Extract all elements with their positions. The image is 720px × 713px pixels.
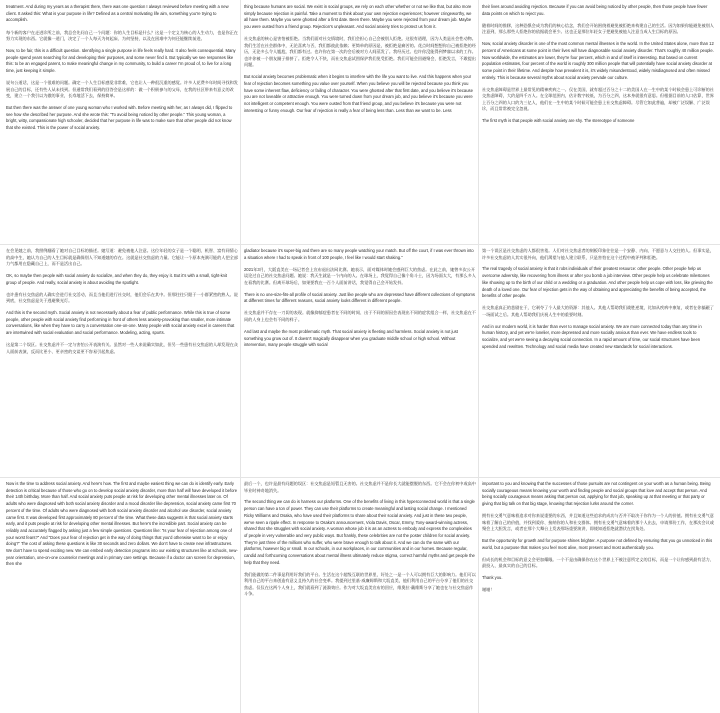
chinese-paragraph: 但成长的机会和目标的意义会更加耀眼。一个不是由确保你在这个世界上不被注意所定义的目标，而是一个让你感到最有活力、最投入、最真实的自己的目标。 <box>482 556 714 569</box>
english-paragraph: But social anxiety becomes problematic when it begins to interfere with the life you want to live. And this happens when your fear of rejection becomes something you value over yourself. When you believe you will be rejected because you think you have some inherent flaw, deficiency or failing of character. You were ghosted after that first date, and you believe it's because you are not loveable or attractive enough. You were turned down from your dream job, and you believe it's because you were not intelligent or competent enough. You were ousted from that friend group, and you believe it's because you were not interesting or funny enough. Our fear of rejection is really a fear of being less than. Less than we want to be. Less <box>244 74 473 113</box>
english-paragraph: But the opportunity for growth and for purpose shines brighter. A purpose not defined by ensuring that you go unnoticed in this world, but a purpose that makes you feel most alive, most present and most authentically you. <box>482 538 713 550</box>
text-panel <box>6 4 238 242</box>
english-paragraph: The real tragedy of social anxiety is that it robs individuals of their greatest resource: other people. Other people help us overcome adversity, like recovering from illness or after you bomb a job interview. Other people help us celebrate milestones like showing up to the birth of our child or a wedding or a graduation. And other people help us cope with loss, like grieving the death of a loved one. Our fear of rejection gets in the way of obtaining and appreciating the benefits of being accepted, the benefits of other people. <box>482 266 713 299</box>
chinese-paragraph: 说句公道话，这是一个很难的问题。确定一个人生目标感觉非常难，它也让人一种很沉重的感觉。许多人花费多年时间寻找和发展自己的目标，还有些人从未找到。但通常我们看到的回答会是这样的：做一个积极参与的父母，在我的社区带来有意义的改变，建立一个我引以为傲的事业，长寿地活下去，保持简单。 <box>6 80 238 99</box>
text-panel <box>244 481 476 713</box>
english-paragraph: And this is the second myth. Social anxiety is not necessarily about a fear of public performance. While this is true of some people, other people with social anxiety find performing in front of others less anxiety-provoking than smaller, more intimate conversations, like when they have to carry a conversation one-on-one. Many people with social anxiety excel in careers that are intertwined with social evaluation and social performance. Modeling, acting, sports. <box>6 310 235 336</box>
text-panel <box>482 481 714 713</box>
english-paragraph: important to you and knowing that the successes of those pursuits are not contingent on your worth as a human being. Being socially courageous means knowing your worth and finding people and social groups that love and accept that person. And being socially courageous means asking that person out, applying for that job, speaking up at that meeting or that party or giving that big talk on that big stage, knowing that rejection lurks around the corner. <box>482 481 711 507</box>
chinese-paragraph: 社交焦虑的核心是害怕被拒绝。当我们面对社交情境时，我们会担心自己会被别人拒绝。这很有道理，因为人类是社会性动物。我们生活在社会群体中，无论喜欢与否，我们都彼此依赖；更简单的原因是，被拒绝是痛苦的。花点时间想想你自己被拒绝的经历，无论多么令人尴尬，我们都有过。也许你在第一次约会后被对方人间蒸发了。我经历过。也许你没能得到梦寐以求的工作。也许你被一个朋友圈子排挤了。拒绝令人不快，而社交焦虑试图保护我们免受拒绝。我们可能会回避聚会，拒绝发言，不敢提出问题。 <box>244 36 476 68</box>
text-panel <box>6 248 238 477</box>
english-paragraph: The second thing we can do is harness our platforms. One of the benefits of living in this hyperconnected world is that a single person can have a ton of power. They can use their platforms to create meaningful and lasting social change. I mentioned Ricky Williams and Osaka, who have used their platforms to share about their social anxiety. And just in these two people, we've seen a ripple effect. In response to Osaka's announcement, Viola Davis, Oscar, Emmy, Tony-award-winning actress, shared that she struggles with social anxiety. A woman whose job it is as an actress to embody and express the complexities of people in very vulnerable and very public ways. But frankly, these celebrities are not the poster children for social anxiety. They're just three of the millions who suffer, who were brave enough to talk about it. And we can do the same with our platforms, however big or small. In our schools, in our workplaces, in our communities and in our homes. Because regular, candid and forthcoming conversations about mental illness ultimately reduce stigma, correct harmful myths and get people the help that they need. <box>244 499 475 565</box>
text-panel <box>482 4 714 242</box>
column-divider <box>240 0 241 713</box>
chinese-paragraph: 社交焦虑障碍是世界上最常见的精神疾病之一。仅在美国，就有超过百分之十二的美国人在一生中的某个时候会患上可诊断的社交焦虑障碍，大约是四千万人。在全球范围内，估计数字较低，为百分之四，这本身就很有意思。但根据目前的人口估算，世界上百分之四的人口约为三亿人，他们在一生中的某个时候可能会患上社交焦虑障碍。尽管它如此普遍，却被广泛误解、广泛误诊，而且常常被完全忽视。 <box>482 86 714 112</box>
chinese-paragraph: 社交焦虑真正的悲剧在于，它剥夺了个人最大的资源：其他人。其他人帮助我们战胜逆境，比如从疾病中康复，或者在你搞砸了一场面试之后。其他人帮助我们庆祝人生中的重要时刻。 <box>482 305 714 317</box>
english-paragraph: And in our modern world, it is harder than ever to manage social anxiety. We are more connected today than any time in human history, and yet we're lonelier, more depressed and more socially anxious than ever. We have endless tools to socialize, and yet we're seeing a decaying social connection. In a rapid amount of time, our social structures have been upended and rewritten. Technology and social media have created new standards for social interactions. <box>482 323 702 349</box>
english-paragraph: Now is the time to address social anxiety. And here's how. The first and maybe easiest thing we can do is identify early. Early detection is critical because of those who go on to develop social anxiety disorder, more than half will have developed it before their 14th birthday. More than half. And social anxiety puts people at risk for developing other mental illnesses later on. Of adults who were diagnosed with both social anxiety disorder and a mood disorder like depression, social anxiety came first 70 percent of the time. Of adults who were diagnosed with both social anxiety disorder and alcohol use disorder, social anxiety came first. It was developed first approximately 80 percent of the time. What these data suggests is that social anxiety starts early, and it puts people at risk for developing other mental illnesses. But here's the incredible part. Social anxiety can be reliably and accurately flagged by asking just a few simple questions. Questions like: "Is your fear of rejection among one of your worst fears?" And "Does your fear of rejection get in the way of doing things that you'd otherwise want to be or enjoy doing?" The cost of asking these questions is like 30 seconds and zero dollars. We don't have to create new infrastructures. We don't have to spend exciting new. We can embed early detection programs into our existing structures like at schools, new-year orientation, one-on-one counselor meetings and in primary care settings. Because if a doctor can screen for depression, then she <box>6 481 238 567</box>
english-paragraph: their lives around avoiding rejection. Because if you can avoid being noticed by other people, then those people have fewer data points on which to reject you. <box>482 4 708 16</box>
chinese-paragraph: 也许患有社交焦虑的人确实会进行社交活动，而且当他们进行社交时，他们会乐在其中。但那往往只限于一小群紧密的熟人。说到底，社交焦虑是关于逃避聚光灯。 <box>6 291 238 304</box>
english-paragraph: Now, to be fair, this is a difficult question. Identifying a single purpose in life feels really hard. It also feels consequential. Many people spend years searching for and developing their purposes, and some never find it. But typically we see responses like this: to be an engaged parent, to make meaningful change in my community, to build a career I'm proud of, to live for a long time, just keeping it simple. <box>6 47 236 73</box>
row-divider <box>0 244 720 245</box>
chinese-paragraph: 谢谢！ <box>482 587 495 593</box>
english-paragraph: The first myth is that people with social anxiety are shy. The stereotype of someone <box>482 118 635 124</box>
english-paragraph: treatment. And during my years as a therapist there, there was one question I always reviewed before meeting with a new client. It asked this: What is your purpose in life? Defined as a central motivating life aim, something you're trying to accomplish. <box>6 4 229 23</box>
chinese-paragraph: 在会见她之前，我照例翻看了她对自己目标的描述。她写道：避免被他人注意。这位年轻的女子是一个聪明、机智、富有同情心的高中生，她认为自己的人生目标就是确保别人不知道她的存在。这就是社交焦虑的力量。它能让一个原本充满可能的人把全部力气都用在隐藏自己上，而不是活出自己。 <box>6 248 238 266</box>
text-panel <box>244 4 476 242</box>
chinese-paragraph: 我们能做的第二件事是利用好我们的平台。生活在这个超级互联的世界里，好处之一是一个人可以拥有巨大的影响力。他们可以利用自己的平台来创造有意义且持久的社会变革。我提到过里基·威廉姆斯和大坂直美，他们利用自己的平台分享了他们的社交焦虑。仅仅在这两个人身上，我们就看到了涟漪效应。作为对大坂直美宣布的回应，维奥拉·戴维斯分享了她也在与社交焦虑作斗争。 <box>244 571 476 597</box>
text-panel <box>482 248 714 477</box>
column-divider <box>478 0 479 713</box>
english-paragraph: OK, so maybe then people with social anxiety do socialize, and when they do, they enjoy it. But it's with a small, tight-knit group of people. And really, social anxiety is about avoiding the spotlight. <box>6 272 228 285</box>
chinese-paragraph: 每个新的客户在走进诊所之前，我总会先问自己一个问题：你的人生目标是什么？这是一个定义为核心的人生动力，也是你正在努力实现的东西。它就像一道门，决定了一个人每天为何起床、为何坚持，以及在困难中为何还能继续前进。 <box>6 29 238 41</box>
english-paragraph: Now, social anxiety disorder is one of the most common mental illnesses in the world. In the United States alone, more than 12 percent of Americans at some point in their lives will have diagnosable social anxiety disorder. That's roughly 40 million people. Now worldwide, the estimates are lower, they're four percent, which in and of itself is interesting. But based on current population estimates, four percent of the world is roughly 300 million people that will potentially have social anxiety disorder at some point in their lifetime. And despite how prevalent it is, it's widely misunderstood, widely misdiagnosed and often missed entirely. This is because several myths about social anxiety pervade our culture. <box>482 41 714 80</box>
text-panel <box>6 481 238 713</box>
row-divider <box>0 477 720 478</box>
chinese-paragraph: 社交焦虑并不存在一刀切的表现。就像抑郁症患者在不同的时间、出于不同的原因会表现出不同的症状组合一样，社交焦虑在不同的人身上也会有不同的样子。 <box>244 310 476 322</box>
chinese-paragraph: 拥有社交勇气意味着追求对你来说重要的东西，并且知道这些追求的成功与否并不取决于你作为一个人的价值。拥有社交勇气意味着了解自己的价值，并找到爱你、接纳你的人和社交群体。拥有社交勇气意味着约那个人出去，申请那份工作，在那次会议或聚会上大胆发言，或者在那个大舞台上发表那场重要演讲，即使知道拒绝就潜伏在拐角处。 <box>482 513 714 532</box>
english-paragraph: And last and maybe the most problematic myth. That social anxiety is fleeting and harmless. Social anxiety is not just something you grow out of. It doesn't magically disappear when you graduate middle school or high school. Without intervention, many people struggle with social <box>244 328 458 348</box>
chinese-paragraph: 随着时间的推移，这种恐惧会成为我们的核心信念，我们会开始围绕着避免被拒绝来构建自己的生活。因为如果你能避免被别人注意到，那么那些人拒绝你的依据就会更少。这也正是那位年轻女子把避免被他人注意当成人生目标的原因。 <box>482 22 714 35</box>
english-paragraph: gladiator because it's super-big and there are so many people watching your match. But off the court, if I was ever thrown into a situation where I had to speak in front of 100 people, I feel like I would start shaking." <box>244 248 474 260</box>
chinese-paragraph: 2021年3月，大阪直美在一场记者会上宣布退出法网比赛。她表示，面对媒体时她会感到巨大的焦虑。在此之前，她曾多次公开谈论过自己的社交焦虑问题。她说：我天生就是一个内向的人。在球场上，我觉得自己像个角斗士，因为场面太大，有那么多人在看我的比赛。但离开球场后，如果要我在一百个人面前讲话，我觉得自己会开始发抖。 <box>244 266 476 285</box>
text-panel <box>244 248 476 477</box>
english-paragraph: But then there was the answer of one young woman who I worked with. Before meeting with her, as I always did, I flipped to see how she described her purpose. And she wrote this: "To avoid being noticed by other people." This young woman, a bright, witty, compassionate high schooler, decided that her purpose in life was to make sure that other people did not know that she existed. This is the power of social anxiety. <box>6 104 233 131</box>
english-paragraph: thing because humans are social. We exist in social groups, we rely on each other whether or not we like that, but also more simply because rejection is painful. Take a moment to think about your own rejection experiences; however cringeworthy, we all have them. Maybe you were ghosted after a first date. Been there. Maybe you were rejected from your dream job. Maybe you were ousted from a friend group. Rejection's unpleasant. And social anxiety tries to protect us from it. <box>244 4 472 30</box>
english-paragraph: There is no one-size-fits-all profile of social anxiety. Just like people who are depressed have different collections of symptoms at different times for different reasons, social anxiety looks different in different people. <box>244 291 475 304</box>
chinese-paragraph: 最后一个，也许是最有问题的误区：社交焦虑是短暂且无害的。社交焦虑并不是你长大就能摆脱的东西。它不会在你初中或高中毕业时神奇地消失。 <box>244 481 476 493</box>
chinese-paragraph: 这是第二个误区。社交焦虑并不一定与害怕公开表演有关。虽然对一些人来说确实如此，但另一些患有社交焦虑的人却发现在众人面前表演，反而比更小、更亲密的交谈更不容易引起焦虑。 <box>6 342 238 354</box>
english-paragraph: Thank you. <box>482 575 503 581</box>
chinese-paragraph: 第一个误区是社交焦虑的人都很害羞。人们对社交焦虑者的刻板印象往往是一个安静、内向、不愿意与人交往的人。但事实是，许多社交焦虑的人其实很外向，他们渴望与他人建立联系，只是害怕在这个过程中被评判和拒绝。 <box>482 248 714 260</box>
